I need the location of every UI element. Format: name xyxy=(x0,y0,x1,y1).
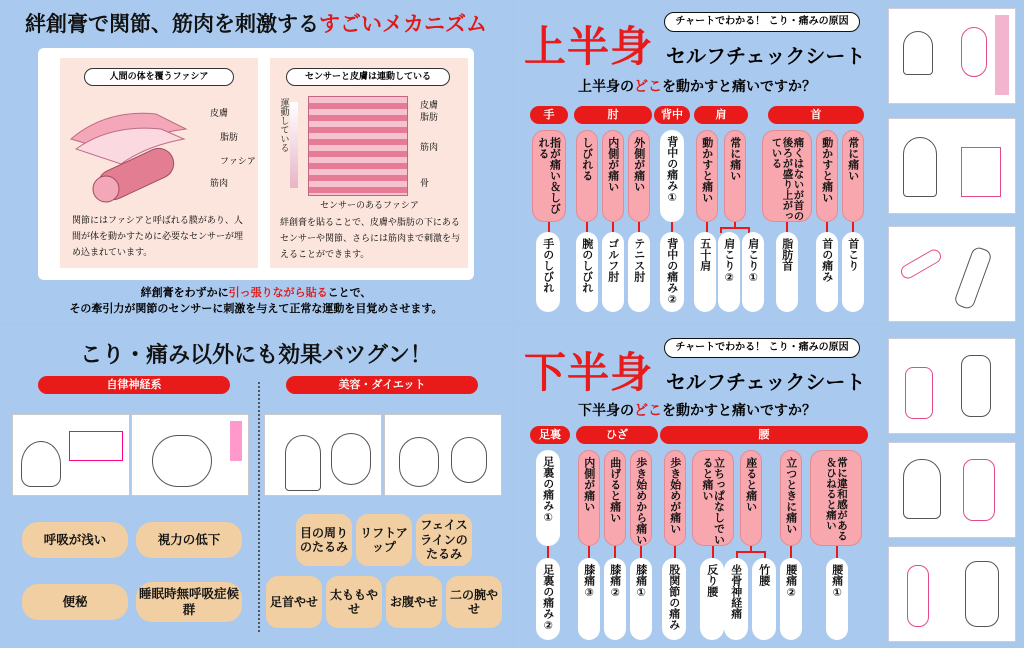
effect-item: 便秘 xyxy=(22,584,128,620)
result: 首の痛み xyxy=(820,238,834,282)
upper-big-title: 上半身 xyxy=(524,22,654,71)
result: 足裏の痛み② xyxy=(541,564,555,632)
page-thumbnail xyxy=(888,338,1016,434)
sheet-title: セルフチェックシート xyxy=(666,370,866,394)
page-thumbnail xyxy=(131,414,249,496)
effects-panel xyxy=(0,326,512,648)
result: 手のしびれ xyxy=(541,238,555,293)
mechanism-title xyxy=(0,8,512,38)
layers-illustration xyxy=(308,96,408,196)
effect-item: 目の周りのたるみ xyxy=(296,514,352,566)
summary-text: 絆創膏をわずかに xyxy=(140,286,229,299)
result: 反り腰 xyxy=(705,564,719,597)
fig2-label: 筋肉 xyxy=(420,143,439,153)
fig1-label: 脂肪 xyxy=(220,133,239,143)
symptom: 動かすと痛い xyxy=(820,137,834,203)
symptom: 常に違和感がある＆ひねると痛い xyxy=(825,457,849,541)
lower-big-title: 下半身 xyxy=(524,348,654,397)
category-sole: 足裏 xyxy=(530,426,570,444)
divider xyxy=(258,382,260,632)
fig1-label: ファシア xyxy=(220,157,256,167)
result: 肩こり② xyxy=(722,238,736,284)
category-hand: 手 xyxy=(530,106,568,124)
figure-fascia xyxy=(60,58,258,268)
result: 脂肪首 xyxy=(780,238,794,271)
chart-badge: チャートでわかる！ こり・痛みの原因 xyxy=(664,12,860,32)
category-waist: 腰 xyxy=(660,426,868,444)
category-autonomic: 自律神経系 xyxy=(38,376,230,394)
result: 腰痛② xyxy=(784,564,798,599)
symptom: 動かすと痛い xyxy=(700,137,714,203)
result: 竹腰 xyxy=(757,564,771,586)
category-back: 背中 xyxy=(654,106,690,124)
symptom: 足裏の痛み① xyxy=(541,456,555,524)
symptom: 内側が痛い xyxy=(582,457,596,512)
fig2-label: 骨 xyxy=(420,179,430,189)
category-elbow: 肘 xyxy=(574,106,652,124)
effect-item: フェイスラインのたるみ xyxy=(416,514,472,566)
question-text: 上半身の xyxy=(578,79,634,95)
fig1-title: 人間の体を覆うファシア xyxy=(84,68,234,86)
symptom: 指が痛い＆しびれる xyxy=(537,137,562,214)
question-text: を動かすと痛いですか？ xyxy=(662,79,816,95)
page-thumbnail xyxy=(264,414,382,496)
mechanism-summary xyxy=(0,285,512,317)
symptom: 立ちっぱなしでいると痛い xyxy=(701,457,726,545)
fig2-side-label: 運動している xyxy=(278,98,289,152)
page-thumbnails xyxy=(880,0,1024,648)
mechanism-panel xyxy=(0,0,512,322)
symptom: 外側が痛い xyxy=(632,137,646,192)
page-thumbnail xyxy=(888,118,1016,214)
effect-item: 視力の低下 xyxy=(136,522,242,558)
category-neck: 首 xyxy=(768,106,864,124)
page-thumbnail xyxy=(888,442,1016,538)
effect-item: 二の腕やせ xyxy=(446,576,502,628)
summary-accent: 引っ張りながら貼る xyxy=(228,286,328,299)
mechanism-card xyxy=(38,48,474,280)
fig1-label: 皮膚 xyxy=(210,109,229,119)
effect-item: 足首やせ xyxy=(266,576,322,628)
result: 腰痛① xyxy=(830,564,844,599)
fig2-label: 脂肪 xyxy=(420,113,439,123)
result: ゴルフ肘 xyxy=(606,238,620,282)
question-accent: どこ xyxy=(634,403,662,419)
symptom: 常に痛い xyxy=(846,137,860,181)
result: 膝痛① xyxy=(634,564,648,599)
page-thumbnail xyxy=(384,414,502,496)
summary-text: ことで、 xyxy=(327,286,372,299)
symptom: 内側が痛い xyxy=(606,137,620,192)
fig1-text: 関節にはファシアと呼ばれる膜があり、人間が体を動かすために必要なセンサーが埋め込まれています。 xyxy=(72,216,244,258)
fascia-illustration xyxy=(66,94,196,204)
fig2-title: センサーと皮膚は連動している xyxy=(286,68,450,86)
category-knee: ひざ xyxy=(576,426,658,444)
fig2-caption: センサーのあるファシア xyxy=(320,201,419,211)
upper-body-chart xyxy=(514,0,880,322)
question-text: 下半身の xyxy=(578,403,634,419)
symptom: 座ると痛い xyxy=(744,457,758,512)
fig2-label: 皮膚 xyxy=(420,101,439,111)
effect-item: 睡眠時無呼吸症候群 xyxy=(136,582,242,622)
question-text: を動かすと痛いですか？ xyxy=(662,403,816,419)
effect-item: 呼吸が浅い xyxy=(22,522,128,558)
summary-line2: その牽引力が関節のセンサーに刺激を与えて正常な運動を目覚めさせます。 xyxy=(69,301,443,315)
symptom: 立つときに痛い xyxy=(784,457,798,534)
result: 股関節の痛み xyxy=(667,564,681,630)
symptom: しびれる xyxy=(580,137,594,181)
title-main: 絆創膏で関節、筋肉を刺激する xyxy=(25,12,319,36)
sheet-title: セルフチェックシート xyxy=(666,44,866,68)
question-accent: どこ xyxy=(634,79,662,95)
fig2-text: 絆創膏を貼ることで、皮膚や脂肪の下にあるセンサーや関節、さらには筋肉まで刺激を与えることができます。 xyxy=(280,218,461,260)
lower-body-chart xyxy=(514,326,880,648)
symptom: 常に痛い xyxy=(728,137,742,181)
question xyxy=(514,400,880,420)
effect-item: 太ももやせ xyxy=(326,576,382,628)
question xyxy=(514,76,880,96)
result: 首こり xyxy=(846,238,860,271)
symptom: 痛くはないが首の後ろが盛り上がっている xyxy=(770,137,805,221)
category-beauty: 美容・ダイエット xyxy=(286,376,478,394)
result: 坐骨神経痛 xyxy=(729,564,743,619)
result: 膝痛② xyxy=(608,564,622,599)
page-thumbnail xyxy=(12,414,130,496)
symptom: 歩き始めから痛い xyxy=(634,457,648,545)
effect-item: お腹やせ xyxy=(386,576,442,628)
result: テニス肘 xyxy=(632,238,646,282)
result: 膝痛③ xyxy=(582,564,596,599)
result: 肩こり① xyxy=(746,238,760,284)
category-shoulder: 肩 xyxy=(694,106,748,124)
chart-badge: チャートでわかる！ こり・痛みの原因 xyxy=(664,338,860,358)
result: 五十肩 xyxy=(698,238,712,271)
figure-sensor xyxy=(270,58,468,268)
symptom: 曲げると痛い xyxy=(608,457,622,523)
title-accent: すごいメカニズム xyxy=(319,12,487,36)
effect-item: リフトアップ xyxy=(356,514,412,566)
arrow-icon xyxy=(290,102,298,188)
result: 背中の痛み② xyxy=(665,238,679,306)
effects-title: こり・痛み以外にも効果バツグン！ xyxy=(80,343,432,368)
fig1-label: 筋肉 xyxy=(210,179,229,189)
symptom: 背中の痛み① xyxy=(665,136,679,204)
page-thumbnail xyxy=(888,8,1016,104)
result: 腕のしびれ xyxy=(580,238,594,293)
page-thumbnail xyxy=(888,226,1016,322)
symptom: 歩き始めが痛い xyxy=(668,457,682,534)
page-thumbnail xyxy=(888,546,1016,642)
